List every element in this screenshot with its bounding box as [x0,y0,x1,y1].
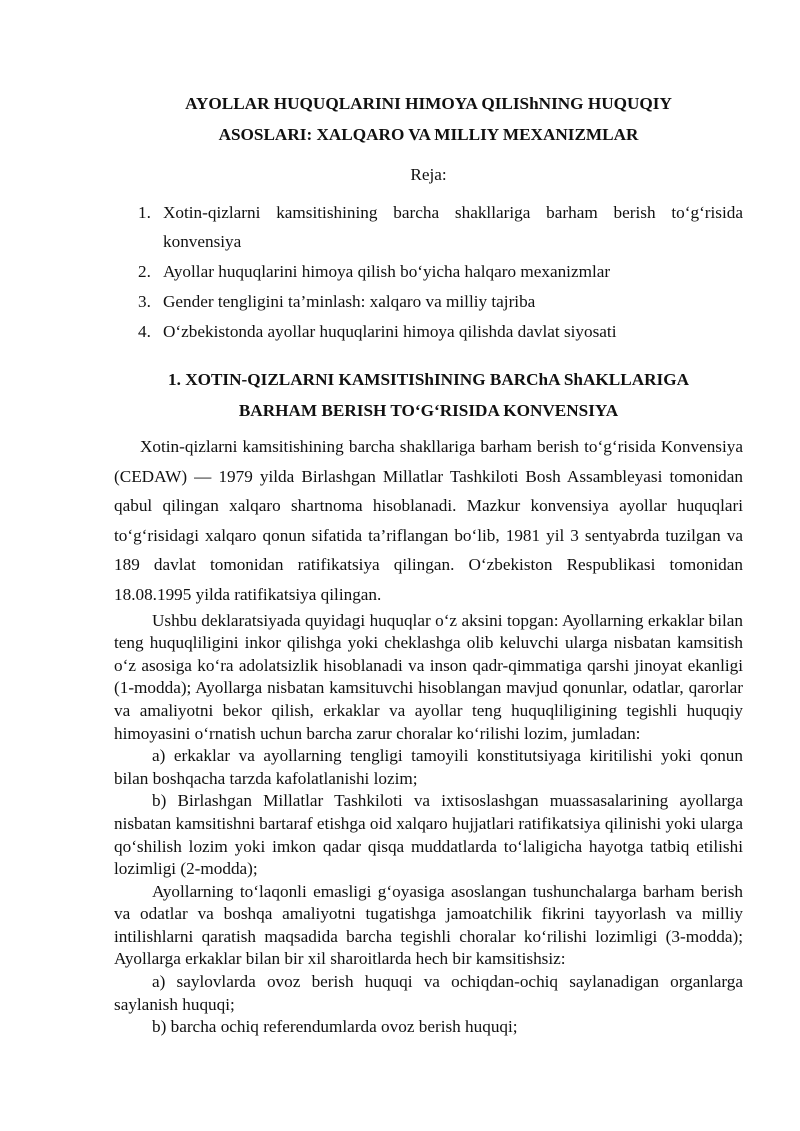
body-paragraph: a) erkaklar va ayollarning tengligi tamoyili konstitutsiyaga kiritilishi yoki qonun bilan boshqacha tarzda kafolatlanishi lozim; [114,746,743,788]
section-heading [114,364,743,426]
plan-item-number: 1. [138,203,151,222]
title-line-2: ASOSLARI: XALQARO VA MILLIY MEXANIZMLAR [218,125,639,144]
body-paragraph: b) barcha ochiq referendumlarda ovoz berish huquqi; [152,1017,518,1037]
intro-paragraph: Xotin-qizlarni kamsitishining barcha shakllariga barham berish to‘g‘risida Konvensiya (CEDAW) — 1979 yilda Birlashgan Millatlar Tashkiloti Bosh Assambleyasi tomonidan qabul qilingan xalqaro shartnoma hisoblanadi. Mazkur konvensiya ayollar huquqlari to‘g‘risidagi xalqaro qonun sifatida ta’riflangan bo‘lib, 1981 yil 3 sentyabrda tuzilgan va 189 davlat tomonidan ratifikatsiya qilingan. O‘zbekiston Respublikasi tomonidan 18.08.1995 yilda ratifikatsiya qilingan. [114,437,743,604]
body-paragraph: b) Birlashgan Millatlar Tashkiloti va ixtisoslashgan muassasalarining ayollarga nisbatan kamsitishni bartaraf etishga oid xalqaro hujjatlari ratifikatsiya qilinishi yoki ularga qo‘shilish lozim yoki imkon qadar qisqa muddatlarda to‘laligicha hayotga tatbiq etilishi lozimligi (2-modda); [114,791,743,879]
section-heading-line-1: 1. XOTIN-QIZLARNI KAMSITIShINING BARChA ShAKLLARIGA [168,370,689,389]
body-paragraph: Ushbu deklaratsiyada quyidagi huquqlar o‘z aksini topgan: Ayollarning erkaklar bilan teng huquqliligini inkor qilishga yoki cheklashga olib keluvchi ularga nisbatan kamsitish o‘z asosiga ko‘ra adolatsizlik hisoblanadi va inson qadr-qimmatiga qarshi jinoyat ekanligi (1-modda); Ayollarga nisbatan kamsituvchi hisoblangan mavjud qonunlar, odatlar, qarorlar va amaliyotni bekor qilish, erkaklar va ayollar teng huquqliligining tegishli huquqiy himoyasini o‘rnatish uchun barcha zarur choralar ko‘rilishi lozim, jumladan: [114,610,743,743]
plan-item [114,198,743,256]
section-heading-line-2: BARHAM BERISH TO‘G‘RISIDA KONVENSIYA [238,401,619,420]
plan-item-text: Gender tengligini ta’minlash: xalqaro va milliy tajriba [163,292,536,311]
plan-item [114,317,743,346]
plan-item [114,257,743,286]
plan-item-text: Xotin-qizlarni kamsitishining barcha shakllariga barham berish to‘g‘risida konvensiya [163,203,743,251]
plan-heading: Reja: [410,165,447,184]
document-title [114,88,743,150]
plan-item-number: 3. [138,292,151,311]
body-paragraph: Ayollarning to‘laqonli emasligi g‘oyasiga asoslangan tushunchalarga barham berish va odatlar va boshqa amaliyotni tugatishga jamoatchilik fikrini tayyorlash va milliy intilishlarni qaratish maqsadida barcha tegishli choralar ko‘rilishi lozimligi (3-modda); Ayollarga erkaklar bilan bir xil sharoitlarda hech bir kamsitishsiz: [114,881,743,969]
plan-item-number: 4. [138,322,151,341]
plan-item-text: Ayollar huquqlarini himoya qilish bo‘yicha halqaro mexanizmlar [163,262,611,281]
body-paragraph: a) saylovlarda ovoz berish huquqi va ochiqdan-ochiq saylanadigan organlarga saylanish huquqi; [114,972,743,1014]
plan-item-text: O‘zbekistonda ayollar huquqlarini himoya qilishda davlat siyosati [163,322,617,341]
plan-item [114,287,743,316]
plan-item-number: 2. [138,262,151,281]
title-line-1: AYOLLAR HUQUQLARINI HIMOYA QILIShNING HUQUQIY [185,94,672,113]
plan-list [114,198,743,346]
